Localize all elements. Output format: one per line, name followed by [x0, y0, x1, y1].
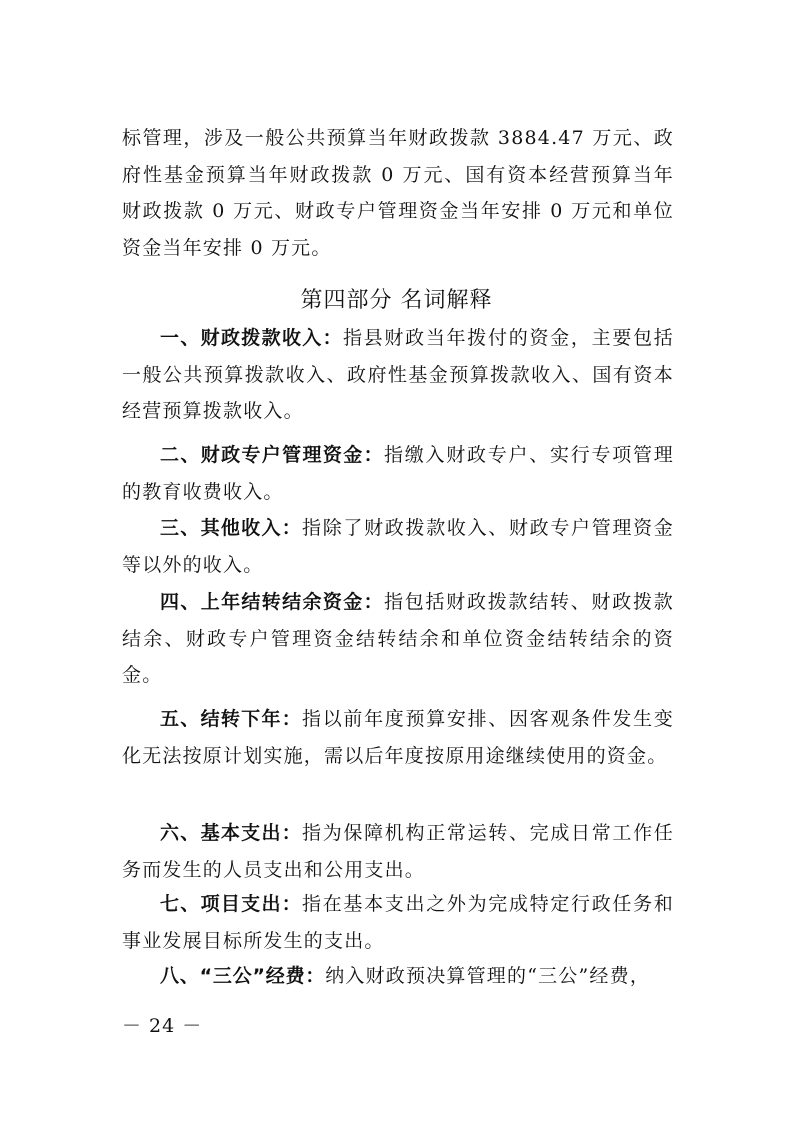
definition-financial-appropriation-income	[122, 320, 674, 430]
definition-term: 七、项目支出：	[160, 893, 303, 915]
definition-term: 四、上年结转结余资金：	[160, 591, 384, 613]
definition-carry-to-next-year	[122, 701, 674, 774]
definition-special-account-funds	[122, 437, 674, 510]
definition-text: 指缴入财政专户、实行专项管理的教育收费收入。	[122, 444, 674, 503]
definition-term: 六、基本支出：	[160, 822, 303, 844]
page-number: － 24 －	[122, 1015, 203, 1037]
definition-three-public-expenses	[122, 958, 674, 995]
definition-text: 指为保障机构正常运转、完成日常工作任务而发生的人员支出和公用支出。	[122, 822, 674, 881]
definition-text: 纳入财政预决算管理的“三公”经费，	[325, 965, 651, 987]
definition-text: 指包括财政拨款结转、财政拨款结余、财政专户管理资金结转结余和单位资金结转结余的资金。	[122, 591, 674, 686]
definition-prior-year-carryover	[122, 584, 674, 694]
definition-term: 八、“三公”经费：	[160, 965, 326, 987]
definition-term: 三、其他收入：	[160, 517, 303, 539]
definition-term: 二、财政专户管理资金：	[160, 444, 384, 466]
section-title: 第四部分 名词解释	[300, 288, 493, 313]
definition-text: 指除了财政拨款收入、财政专户管理资金等以外的收入。	[122, 517, 674, 576]
definition-text: 指在基本支出之外为完成特定行政任务和事业发展目标所发生的支出。	[122, 893, 674, 952]
definition-other-income	[122, 510, 674, 583]
definition-text: 指以前年度预算安排、因客观条件发生变化无法按原计划实施，需以后年度按原用途继续使用的资金。	[122, 708, 674, 767]
definition-term: 一、财政拨款收入：	[160, 327, 343, 349]
intro-paragraph: 标管理，涉及一般公共预算当年财政拨款 3884.47 万元、政府性基金预算当年财政拨款 0 万元、国有资本经营预算当年财政拨款 0 万元、财政专户管理资金当年安排 0 万元和单位资金当年安排 0 万元。	[122, 127, 674, 259]
definition-text: 指县财政当年拨付的资金，主要包括一般公共预算拨款收入、政府性基金预算拨款收入、国有资本经营预算拨款收入。	[122, 327, 675, 422]
definition-project-expenditure	[122, 886, 674, 959]
definition-basic-expenditure	[122, 815, 674, 888]
definition-term: 五、结转下年：	[160, 708, 303, 730]
